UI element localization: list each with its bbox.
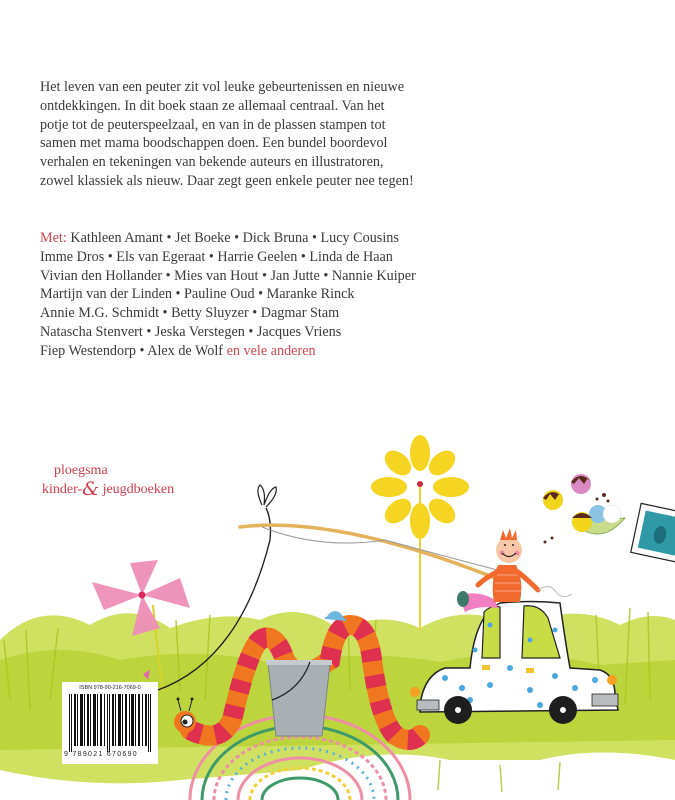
- publisher-name: ploegsma: [54, 463, 108, 478]
- publisher-imprint: [42, 479, 174, 498]
- blurb-line: potje tot de peuterspeelzaal, en van in de plassen stampen tot: [40, 116, 386, 133]
- metal-bucket: [266, 660, 332, 736]
- author-line: [40, 342, 440, 361]
- ampersand-glyph: &: [82, 478, 100, 500]
- blurb-line: zowel klassiek als nieuw. Daar zegt geen enkele peuter nee tegen!: [40, 172, 414, 189]
- blurb-paragraph: [40, 78, 440, 191]
- blurb-line: verhalen en tekeningen van bekende auteurs en illustratoren,: [40, 154, 384, 171]
- isbn-barcode: [62, 682, 158, 764]
- bow-icon: [258, 485, 276, 507]
- isbn-label: ISBN 978-90-216-7069-0: [79, 685, 141, 691]
- authors-suffix: en vele anderen: [226, 342, 316, 359]
- fish-picture: [631, 503, 675, 562]
- authors-label: Met:: [40, 230, 67, 246]
- author-list: [40, 229, 440, 361]
- imprint-jeugdboeken: jeugdboeken: [102, 482, 175, 497]
- fishing-line: [262, 527, 505, 572]
- yellow-flower: [371, 435, 469, 630]
- author-names: Kathleen Amant • Jet Boeke • Dick Bruna • Lucy Cousins: [70, 230, 399, 246]
- author-line: Vivian den Hollander • Mies van Hout • Jan Jutte • Nannie Kuiper: [40, 267, 416, 284]
- author-names: Fiep Westendorp • Alex de Wolf: [40, 342, 224, 359]
- blurb-line: samen met mama boodschappen doen. Een bundel boordevol: [40, 135, 388, 152]
- isbn-digits: 9 789021 670690: [64, 751, 138, 758]
- author-line: Annie M.G. Schmidt • Betty Sluyzer • Dagmar Stam: [40, 305, 340, 322]
- author-line: Imme Dros • Els van Egeraat • Harrie Geelen • Linda de Haan: [40, 248, 393, 265]
- blurb-line: ontdekkingen. In dit boek staan ze allemaal centraal. Van het: [40, 97, 385, 114]
- blurb-line: Het leven van een peuter zit vol leuke gebeurtenissen en nieuwe: [40, 79, 404, 95]
- blue-hat-icon: [325, 612, 346, 620]
- author-line: [40, 229, 440, 248]
- publisher-logo: [42, 462, 174, 498]
- barcode-bars: [69, 694, 151, 752]
- author-line: Martijn van der Linden • Pauline Oud • Maranke Rinck: [40, 286, 355, 303]
- ice-cream-scoops: [543, 474, 625, 544]
- author-line: Natascha Stenvert • Jeska Verstegen • Jacques Vriens: [40, 323, 342, 340]
- imprint-kinder: kinder-: [42, 482, 83, 497]
